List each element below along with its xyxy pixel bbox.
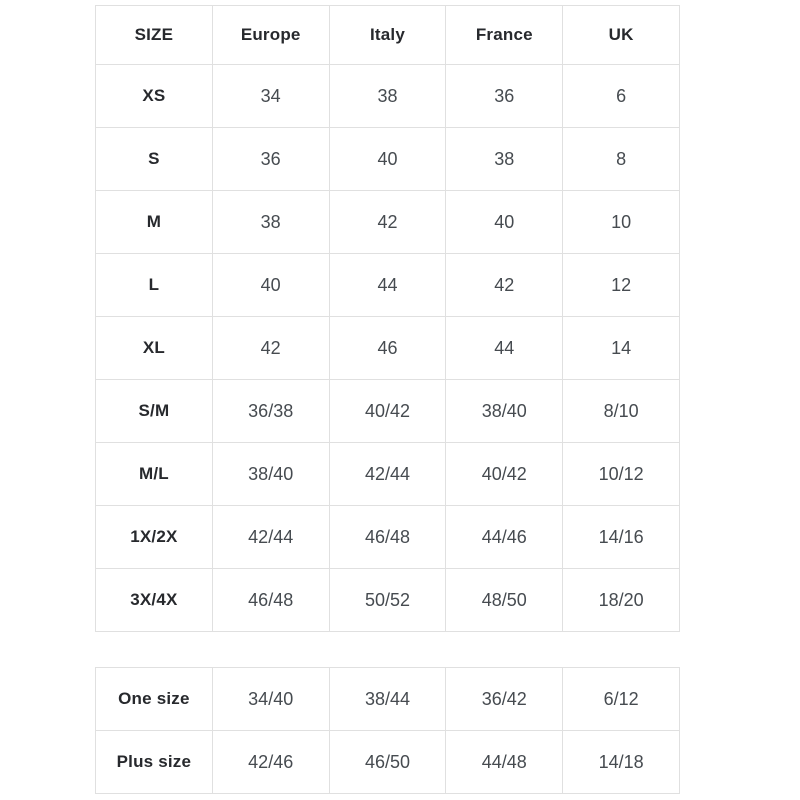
table-header-row [96, 6, 680, 65]
size-label-cell: S/M [96, 380, 213, 443]
size-conversion-table [95, 5, 680, 632]
table-row-3x-4x [96, 569, 680, 632]
size-value-cell: 18/20 [563, 569, 680, 632]
size-label-cell: 1X/2X [96, 506, 213, 569]
size-label-cell: One size [96, 668, 213, 731]
size-value-cell: 44 [446, 317, 563, 380]
size-value-cell: 44/48 [446, 731, 563, 794]
size-value-cell: 38 [329, 65, 446, 128]
size-table-header [96, 6, 680, 65]
size-value-cell: 40/42 [446, 443, 563, 506]
size-label-cell: M [96, 191, 213, 254]
size-value-cell: 10/12 [563, 443, 680, 506]
table-row-m [96, 191, 680, 254]
column-header-uk: UK [563, 6, 680, 65]
table-row-xl [96, 317, 680, 380]
column-header-france: France [446, 6, 563, 65]
size-value-cell: 8 [563, 128, 680, 191]
size-value-cell: 44/46 [446, 506, 563, 569]
table-row-s-m [96, 380, 680, 443]
size-value-cell: 36 [212, 128, 329, 191]
size-value-cell: 36 [446, 65, 563, 128]
size-value-cell: 34 [212, 65, 329, 128]
size-value-cell: 44 [329, 254, 446, 317]
column-header-italy: Italy [329, 6, 446, 65]
size-label-cell: XL [96, 317, 213, 380]
size-value-cell: 38 [212, 191, 329, 254]
size-value-cell: 10 [563, 191, 680, 254]
size-value-cell: 38/40 [446, 380, 563, 443]
size-value-cell: 8/10 [563, 380, 680, 443]
table-row-m-l [96, 443, 680, 506]
column-header-size: SIZE [96, 6, 213, 65]
size-value-cell: 46/48 [212, 569, 329, 632]
size-value-cell: 40 [446, 191, 563, 254]
table-row-s [96, 128, 680, 191]
size-table-body [96, 65, 680, 632]
size-value-cell: 36/38 [212, 380, 329, 443]
size-value-cell: 42 [212, 317, 329, 380]
size-value-cell: 40 [212, 254, 329, 317]
size-value-cell: 40/42 [329, 380, 446, 443]
size-value-cell: 40 [329, 128, 446, 191]
size-value-cell: 46 [329, 317, 446, 380]
one-size-plus-size-table [95, 667, 680, 794]
size-label-cell: S [96, 128, 213, 191]
size-value-cell: 14/16 [563, 506, 680, 569]
size-value-cell: 46/50 [329, 731, 446, 794]
size-label-cell: M/L [96, 443, 213, 506]
size-value-cell: 12 [563, 254, 680, 317]
size-value-cell: 38 [446, 128, 563, 191]
size-value-cell: 38/40 [212, 443, 329, 506]
size-label-cell: L [96, 254, 213, 317]
size-value-cell: 38/44 [329, 668, 446, 731]
table-row-1x-2x [96, 506, 680, 569]
size-value-cell: 50/52 [329, 569, 446, 632]
size-value-cell: 46/48 [329, 506, 446, 569]
size-label-cell: XS [96, 65, 213, 128]
size-value-cell: 6 [563, 65, 680, 128]
size-value-cell: 14/18 [563, 731, 680, 794]
size-value-cell: 36/42 [446, 668, 563, 731]
size-value-cell: 14 [563, 317, 680, 380]
size-value-cell: 48/50 [446, 569, 563, 632]
size-value-cell: 42/44 [329, 443, 446, 506]
size-value-cell: 42/46 [212, 731, 329, 794]
size-value-cell: 42 [446, 254, 563, 317]
column-header-europe: Europe [212, 6, 329, 65]
table-row-l [96, 254, 680, 317]
size-label-cell: 3X/4X [96, 569, 213, 632]
size-value-cell: 6/12 [563, 668, 680, 731]
size-value-cell: 42/44 [212, 506, 329, 569]
extra-table-body [96, 668, 680, 794]
size-value-cell: 42 [329, 191, 446, 254]
table-row-xs [96, 65, 680, 128]
size-label-cell: Plus size [96, 731, 213, 794]
table-row-one-size [96, 668, 680, 731]
size-value-cell: 34/40 [212, 668, 329, 731]
table-row-plus-size [96, 731, 680, 794]
